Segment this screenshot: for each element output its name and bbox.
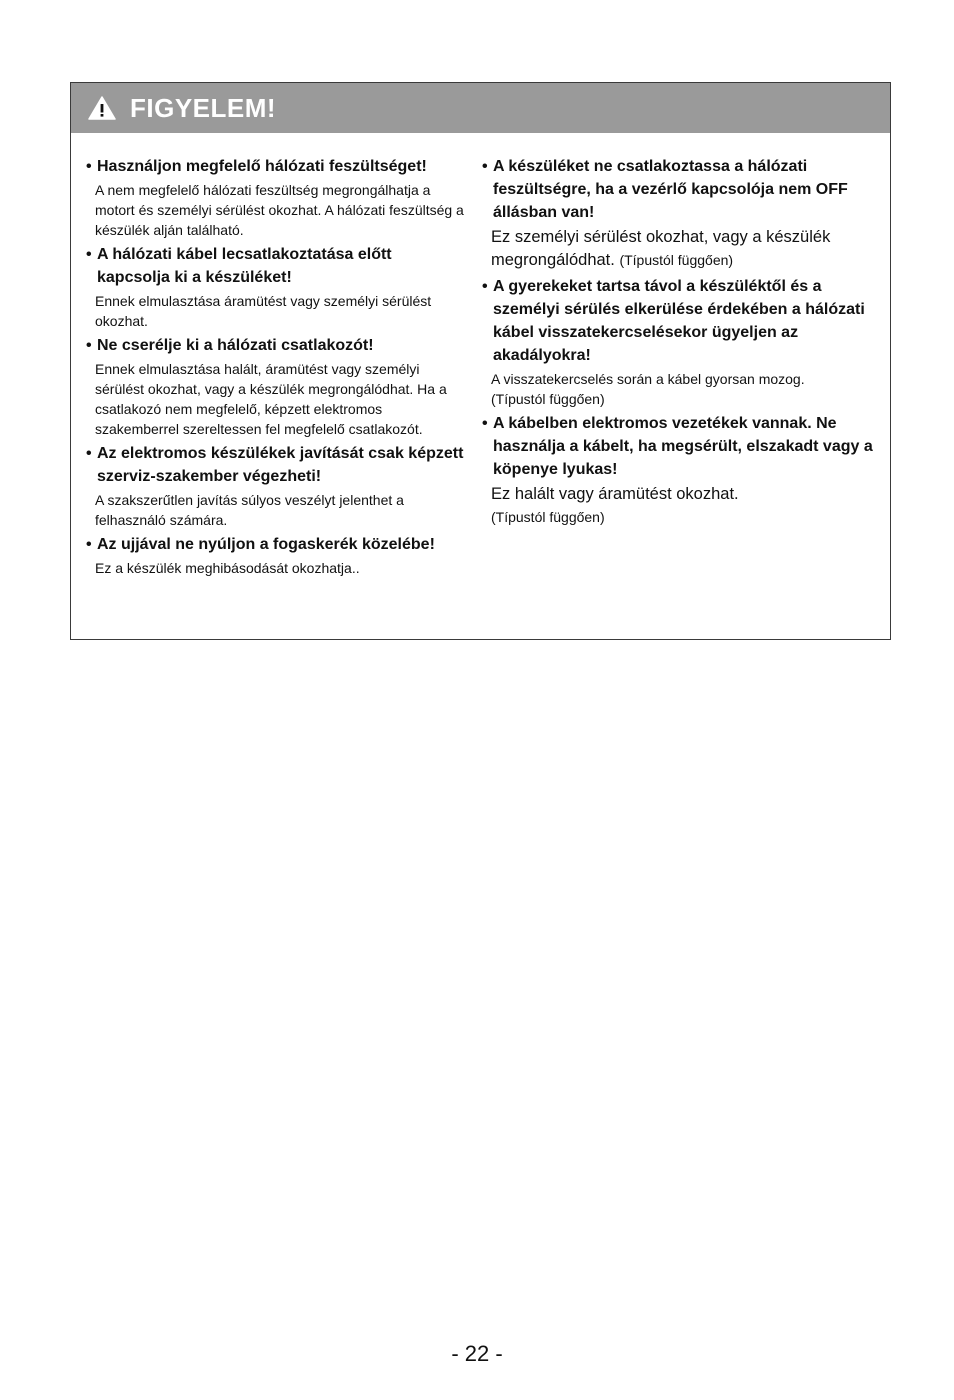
warning-item	[86, 155, 466, 240]
warning-item	[86, 533, 466, 578]
bullet-icon: •	[86, 337, 92, 354]
warning-item-text: A szakszerűtlen javítás súlyos veszélyt jelenthet a felhasználó számára.	[95, 492, 404, 528]
warning-item	[482, 412, 882, 529]
bullet-icon: •	[86, 536, 92, 553]
bullet-icon: •	[482, 415, 488, 432]
warning-item-title: • A készüléket ne csatlakoztassa a hálózati feszültségre, ha a vezérlő kapcsolója nem OFF állásban van!	[482, 155, 882, 224]
warning-item	[86, 243, 466, 331]
warning-item-title: • A hálózati kábel lecsatlakoztatása előtt kapcsolja ki a készüléket!	[86, 243, 466, 289]
warning-item-text: A nem megfelelő hálózati feszültség megrongálhatja a motort és személyi sérülést okozhat. A hálózati feszültség a készülék alján található.	[95, 182, 464, 238]
warning-item-title: • A gyerekeket tartsa távol a készüléktől és a személyi sérülés elkerülése érdekében a hálózati kábel visszatekercselésekor ügyeljen az akadályokra!	[482, 275, 882, 367]
warning-triangle-icon	[88, 96, 116, 120]
warning-item	[482, 155, 882, 272]
bullet-icon: •	[86, 158, 92, 175]
warning-item	[86, 442, 466, 530]
warning-item-text: Ennek elmulasztása áramütést vagy személyi sérülést okozhat.	[95, 293, 432, 329]
bullet-icon: •	[482, 278, 488, 295]
warning-item-title: • Az elektromos készülékek javítását csak képzett szerviz-szakember végezheti!	[86, 442, 466, 488]
warning-header	[71, 83, 890, 133]
model-note: (Típustól függően)	[491, 391, 605, 407]
warning-item	[86, 334, 466, 439]
warning-item-title: • Használjon megfelelő hálózati feszültséget!	[86, 155, 466, 178]
warning-item-title: • Ne cserélje ki a hálózati csatlakozót!	[86, 334, 466, 357]
warning-title: FIGYELEM!	[130, 92, 277, 123]
bullet-icon: •	[482, 158, 488, 175]
bullet-icon: •	[86, 445, 92, 462]
warning-item	[482, 275, 882, 409]
warning-box	[70, 82, 891, 640]
warning-item-title: • A kábelben elektromos vezetékek vannak. Ne használja a kábelt, ha megsérült, elszakadt vagy a köpenye lyukas!	[482, 412, 882, 481]
model-note: (Típustól függően)	[491, 509, 605, 525]
right-column	[482, 155, 882, 532]
page-number: - 22 -	[451, 1341, 503, 1366]
model-note: (Típustól függően)	[619, 252, 734, 268]
warning-item-text: A visszatekercselés során a kábel gyorsan mozog. (Típustól függően)	[491, 371, 805, 407]
warning-item-text: Ennek elmulasztása halált, áramütést vagy személyi sérülést okozhat, vagy a készülék megrongálódhat. Ha a csatlakozó nem megfelelő, képzett elektromos szakemberrel szereltessen fel megfelelő csatlakozót.	[95, 361, 447, 437]
warning-item-text: Ez személyi sérülést okozhat, vagy a készülék megrongálódhat. (Típustól függően)	[491, 228, 831, 269]
warning-item-text: Ez halált vagy áramütést okozhat. (Típustól függően)	[491, 485, 739, 525]
left-column	[86, 155, 466, 581]
warning-item-title: • Az ujjával ne nyúljon a fogaskerék közelébe!	[86, 533, 466, 556]
bullet-icon: •	[86, 246, 92, 263]
warning-item-text: Ez a készülék meghibásodását okozhatja..	[95, 560, 360, 576]
